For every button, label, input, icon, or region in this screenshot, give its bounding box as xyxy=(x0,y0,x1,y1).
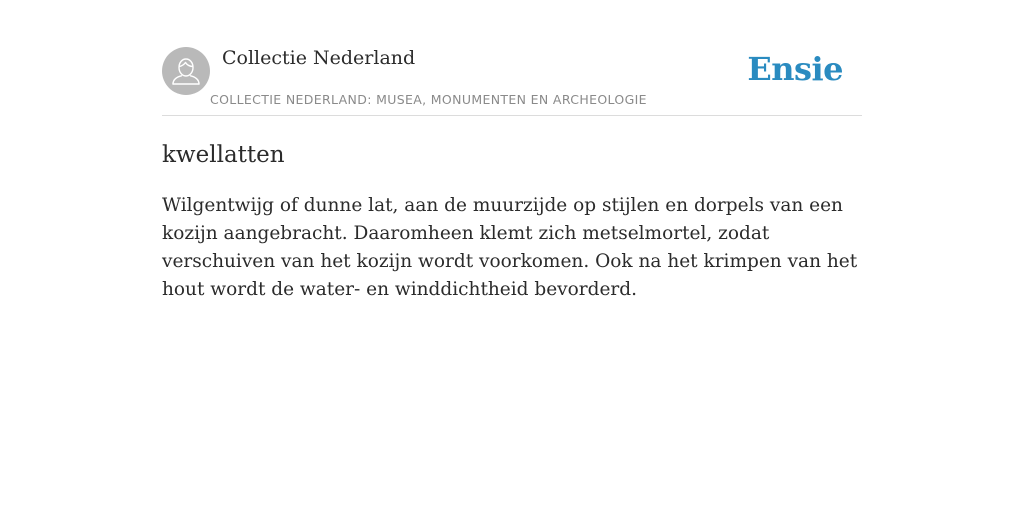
entry-definition: Wilgentwijg of dunne lat, aan de muurzijde op stijlen en dorpels van een kozijn aangebracht. Daaromheen klemt zich metselmortel, zodat verschuiven van het kozijn wordt voorkomen. Ook na het krimpen van het hout wordt de water- en winddichtheid bevorderd. xyxy=(162,195,858,300)
entry-term: kwellatten xyxy=(162,142,285,168)
author-name[interactable]: Collectie Nederland xyxy=(222,47,416,69)
author-avatar[interactable] xyxy=(162,47,210,95)
user-outline-icon xyxy=(162,47,210,95)
entry-header xyxy=(162,0,862,116)
source-label: COLLECTIE NEDERLAND: MUSEA, MONUMENTEN EN ARCHEOLOGIE xyxy=(210,92,647,107)
ensie-logo[interactable]: Ensie xyxy=(747,50,843,88)
entry-card xyxy=(162,0,862,512)
